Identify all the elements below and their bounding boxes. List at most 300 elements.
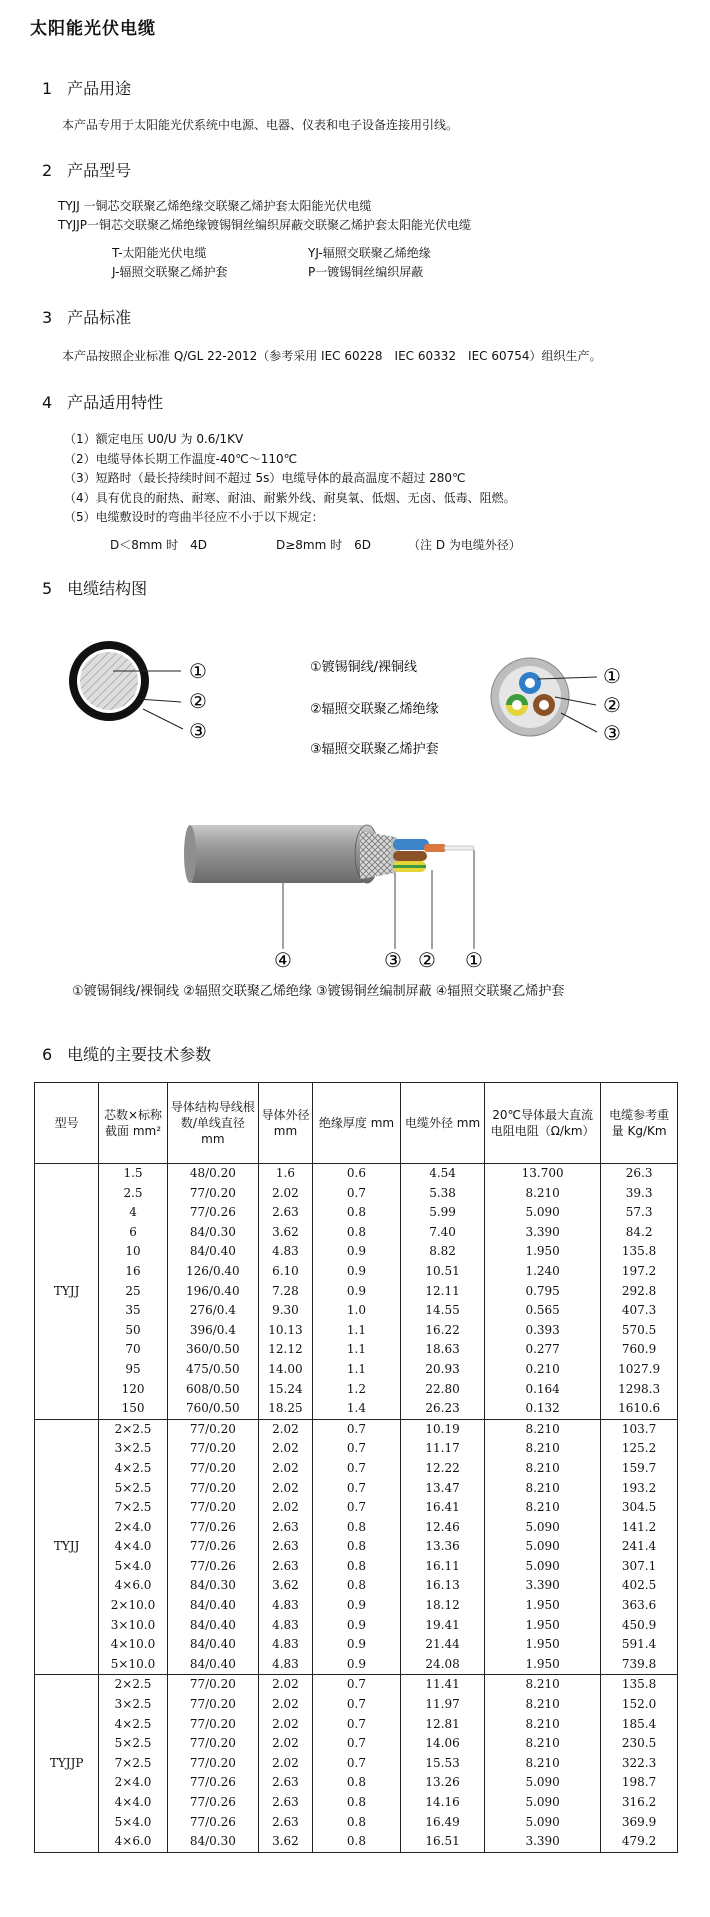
- table-row: [35, 1184, 678, 1204]
- feature-item: （3）短路时（最长持续时间不超过 5s）电缆导体的最高温度不超过 280℃: [64, 471, 466, 485]
- table-cell: 2.63: [258, 1203, 312, 1223]
- table-cell: 84/0.30: [167, 1576, 258, 1596]
- table-cell: 2×4.0: [99, 1518, 167, 1538]
- table-cell: 0.8: [312, 1557, 400, 1577]
- table-cell: 7×2.5: [99, 1498, 167, 1518]
- section-heading-3: 3 产品标准: [42, 308, 132, 327]
- table-cell: 0.8: [312, 1773, 400, 1793]
- table-cell: 77/0.20: [167, 1734, 258, 1754]
- table-cell: 2×2.5: [99, 1675, 167, 1695]
- table-cell: 4×4.0: [99, 1537, 167, 1557]
- table-row: [35, 1655, 678, 1675]
- section-heading-5: 5 电缆结构图: [42, 579, 148, 598]
- table-cell: 6: [99, 1223, 167, 1243]
- table-cell: 21.44: [401, 1635, 485, 1655]
- table-cell: 2.63: [258, 1518, 312, 1538]
- table-cell: 0.7: [312, 1419, 400, 1439]
- table-cell: 6.10: [258, 1262, 312, 1282]
- table-row: [35, 1360, 678, 1380]
- abbr-left-2: J-辐照交联聚乙烯护套: [112, 265, 228, 279]
- section-heading-6: 6 电缆的主要技术参数: [42, 1045, 212, 1064]
- table-row: [35, 1380, 678, 1400]
- table-cell: 5.090: [485, 1793, 601, 1813]
- table-cell: 0.8: [312, 1518, 400, 1538]
- callout-2-right: ②: [603, 693, 621, 717]
- callout-3-right: ③: [603, 721, 621, 745]
- table-cell: 363.6: [601, 1596, 678, 1616]
- callout-1-bottom: ①: [465, 948, 483, 972]
- table-row: [35, 1518, 678, 1538]
- table-cell: 159.7: [601, 1459, 678, 1479]
- legend-item-1: ①镀锡铜线/裸铜线: [310, 660, 418, 675]
- diagram-caption: ①镀锡铜线/裸铜线 ②辐照交联聚乙烯绝缘 ③镀锡铜丝编制屏蔽 ④辐照交联聚乙烯护套: [72, 984, 565, 999]
- table-cell: 77/0.26: [167, 1537, 258, 1557]
- table-cell: 276/0.4: [167, 1301, 258, 1321]
- table-cell: 11.97: [401, 1695, 485, 1715]
- standard-text: 本产品按照企业标准 Q/GL 22-2012（参考采用 IEC 60228 IEC 60332 IEC 60754）组织生产。: [62, 349, 602, 363]
- table-cell: 570.5: [601, 1321, 678, 1341]
- table-row: [35, 1439, 678, 1459]
- table-cell: 197.2: [601, 1262, 678, 1282]
- table-cell: 8.210: [485, 1734, 601, 1754]
- table-cell: 8.210: [485, 1695, 601, 1715]
- table-cell: 19.41: [401, 1616, 485, 1636]
- model-lines: [58, 197, 471, 235]
- table-cell: 1.240: [485, 1262, 601, 1282]
- table-cell: 15.53: [401, 1754, 485, 1774]
- table-cell: 77/0.20: [167, 1754, 258, 1774]
- table-cell: 0.164: [485, 1380, 601, 1400]
- table-cell: 0.8: [312, 1813, 400, 1833]
- table-cell: 39.3: [601, 1184, 678, 1204]
- table-cell: 1.1: [312, 1321, 400, 1341]
- table-row: [35, 1498, 678, 1518]
- table-cell: 135.8: [601, 1675, 678, 1695]
- table-cell: 9.30: [258, 1301, 312, 1321]
- table-cell: 8.210: [485, 1498, 601, 1518]
- table-cell: 322.3: [601, 1754, 678, 1774]
- table-row: [35, 1459, 678, 1479]
- table-cell: 2.02: [258, 1675, 312, 1695]
- table-cell: 77/0.26: [167, 1793, 258, 1813]
- table-cell: 77/0.20: [167, 1184, 258, 1204]
- table-cell: 126/0.40: [167, 1262, 258, 1282]
- table-cell: 77/0.26: [167, 1773, 258, 1793]
- table-cell: 0.7: [312, 1439, 400, 1459]
- table-cell: 26.23: [401, 1399, 485, 1419]
- callout-4-bottom: ④: [274, 948, 292, 972]
- table-cell: 4.83: [258, 1596, 312, 1616]
- table-cell: 760/0.50: [167, 1399, 258, 1419]
- table-row: [35, 1242, 678, 1262]
- table-cell: 3.390: [485, 1832, 601, 1852]
- table-cell: 0.565: [485, 1301, 601, 1321]
- table-cell: 3.390: [485, 1576, 601, 1596]
- table-cell: 5.090: [485, 1518, 601, 1538]
- table-cell: 10.19: [401, 1419, 485, 1439]
- table-cell: 0.7: [312, 1184, 400, 1204]
- model-line: TYJJ 一铜芯交联聚乙烯绝缘交联聚乙烯护套太阳能光伏电缆: [58, 199, 372, 213]
- table-cell: 0.7: [312, 1695, 400, 1715]
- table-cell: 8.210: [485, 1419, 601, 1439]
- table-cell: 135.8: [601, 1242, 678, 1262]
- feature-item: （1）额定电压 U0/U 为 0.6/1KV: [64, 432, 244, 446]
- table-cell: 2×10.0: [99, 1596, 167, 1616]
- table-cell: 1.1: [312, 1360, 400, 1380]
- table-row: [35, 1223, 678, 1243]
- table-cell: 4: [99, 1203, 167, 1223]
- table-cell: 10.13: [258, 1321, 312, 1341]
- table-cell: 48/0.20: [167, 1164, 258, 1184]
- table-row: [35, 1419, 678, 1439]
- table-row: [35, 1754, 678, 1774]
- table-cell: 18.25: [258, 1399, 312, 1419]
- table-cell: 591.4: [601, 1635, 678, 1655]
- table-cell: 12.22: [401, 1459, 485, 1479]
- table-cell: 8.210: [485, 1184, 601, 1204]
- abbr-right-1: YJ-辐照交联聚乙烯绝缘: [308, 246, 431, 260]
- table-cell: 0.7: [312, 1715, 400, 1735]
- table-cell: 77/0.26: [167, 1518, 258, 1538]
- table-cell: 450.9: [601, 1616, 678, 1636]
- table-cell: 12.11: [401, 1282, 485, 1302]
- table-cell: 4×4.0: [99, 1793, 167, 1813]
- table-cell: 3.390: [485, 1223, 601, 1243]
- bend-small: D＜8mm 时 4D: [110, 538, 207, 552]
- table-cell: 10: [99, 1242, 167, 1262]
- table-cell: 84/0.40: [167, 1242, 258, 1262]
- table-cell: 2.5: [99, 1184, 167, 1204]
- col-header-cores: 芯数×标称截面 mm²: [99, 1083, 167, 1164]
- table-cell: 8.210: [485, 1439, 601, 1459]
- table-cell: 185.4: [601, 1715, 678, 1735]
- table-cell: 316.2: [601, 1793, 678, 1813]
- table-cell: 1.950: [485, 1635, 601, 1655]
- table-cell: 77/0.20: [167, 1695, 258, 1715]
- table-cell: 1.6: [258, 1164, 312, 1184]
- table-cell: 77/0.26: [167, 1557, 258, 1577]
- table-cell: 150: [99, 1399, 167, 1419]
- table-cell: 24.08: [401, 1655, 485, 1675]
- table-cell: 2×2.5: [99, 1419, 167, 1439]
- abbr-right-2: P一镀锡铜丝编织屏蔽: [308, 265, 424, 279]
- table-cell: 2.02: [258, 1695, 312, 1715]
- table-cell: 304.5: [601, 1498, 678, 1518]
- table-cell: 2.02: [258, 1439, 312, 1459]
- feature-list: [64, 430, 516, 528]
- table-cell: 0.8: [312, 1223, 400, 1243]
- table-cell: 16.22: [401, 1321, 485, 1341]
- table-cell: 16: [99, 1262, 167, 1282]
- table-row: [35, 1813, 678, 1833]
- cable-structure-diagram: [0, 625, 710, 1005]
- table-cell: 18.12: [401, 1596, 485, 1616]
- table-cell: 14.16: [401, 1793, 485, 1813]
- table-row: [35, 1793, 678, 1813]
- table-cell: 5.38: [401, 1184, 485, 1204]
- table-cell: 407.3: [601, 1301, 678, 1321]
- table-cell: 0.7: [312, 1734, 400, 1754]
- bend-large: D≥8mm 时 6D: [276, 538, 371, 552]
- table-cell: 198.7: [601, 1773, 678, 1793]
- table-cell: 16.13: [401, 1576, 485, 1596]
- table-cell: 241.4: [601, 1537, 678, 1557]
- table-row: [35, 1262, 678, 1282]
- table-cell: 1.950: [485, 1616, 601, 1636]
- table-cell: 369.9: [601, 1813, 678, 1833]
- table-cell: 14.06: [401, 1734, 485, 1754]
- table-cell: 479.2: [601, 1832, 678, 1852]
- table-cell: 84/0.30: [167, 1223, 258, 1243]
- table-cell: 2.02: [258, 1715, 312, 1735]
- table-cell: 4×6.0: [99, 1576, 167, 1596]
- table-cell: 26.3: [601, 1164, 678, 1184]
- table-cell: 84/0.30: [167, 1832, 258, 1852]
- model-cell: TYJJP: [35, 1675, 99, 1852]
- table-cell: 2.02: [258, 1459, 312, 1479]
- callout-1-right: ①: [603, 664, 621, 688]
- callout-2-bottom: ②: [418, 948, 436, 972]
- table-cell: 77/0.26: [167, 1203, 258, 1223]
- table-cell: 5×10.0: [99, 1655, 167, 1675]
- table-cell: 11.17: [401, 1439, 485, 1459]
- table-cell: 1.1: [312, 1340, 400, 1360]
- table-cell: 739.8: [601, 1655, 678, 1675]
- table-cell: 402.5: [601, 1576, 678, 1596]
- table-cell: 5.090: [485, 1537, 601, 1557]
- table-cell: 16.11: [401, 1557, 485, 1577]
- table-cell: 3×10.0: [99, 1616, 167, 1636]
- table-cell: 77/0.20: [167, 1498, 258, 1518]
- multi-core-cross-section: [491, 658, 621, 745]
- table-cell: 20.93: [401, 1360, 485, 1380]
- col-header-insulation: 绝缘厚度 mm: [312, 1083, 400, 1164]
- table-cell: 13.26: [401, 1773, 485, 1793]
- table-cell: 2×4.0: [99, 1773, 167, 1793]
- table-cell: 5.090: [485, 1557, 601, 1577]
- table-cell: 0.277: [485, 1340, 601, 1360]
- table-cell: 1298.3: [601, 1380, 678, 1400]
- table-cell: 16.51: [401, 1832, 485, 1852]
- table-cell: 12.46: [401, 1518, 485, 1538]
- table-cell: 7.40: [401, 1223, 485, 1243]
- usage-text: 本产品专用于太阳能光伏系统中电源、电器、仪表和电子设备连接用引线。: [62, 118, 459, 132]
- table-cell: 230.5: [601, 1734, 678, 1754]
- table-cell: 77/0.20: [167, 1675, 258, 1695]
- table-cell: 1.5: [99, 1164, 167, 1184]
- table-cell: 25: [99, 1282, 167, 1302]
- table-cell: 8.210: [485, 1479, 601, 1499]
- table-cell: 3.62: [258, 1223, 312, 1243]
- table-row: [35, 1203, 678, 1223]
- table-cell: 360/0.50: [167, 1340, 258, 1360]
- table-cell: 3.62: [258, 1832, 312, 1852]
- table-cell: 120: [99, 1380, 167, 1400]
- table-cell: 2.63: [258, 1557, 312, 1577]
- table-cell: 4×2.5: [99, 1715, 167, 1735]
- table-cell: 3×2.5: [99, 1695, 167, 1715]
- table-cell: 1027.9: [601, 1360, 678, 1380]
- table-cell: 5.090: [485, 1773, 601, 1793]
- table-cell: 5×4.0: [99, 1813, 167, 1833]
- table-cell: 2.02: [258, 1754, 312, 1774]
- table-cell: 22.80: [401, 1380, 485, 1400]
- table-row: [35, 1282, 678, 1302]
- table-cell: 70: [99, 1340, 167, 1360]
- table-row: [35, 1734, 678, 1754]
- table-cell: 5.090: [485, 1813, 601, 1833]
- table-cell: 0.8: [312, 1203, 400, 1223]
- table-cell: 2.63: [258, 1773, 312, 1793]
- single-core-cross-section: [69, 641, 207, 743]
- table-row: [35, 1635, 678, 1655]
- table-cell: 1.950: [485, 1596, 601, 1616]
- table-cell: 0.8: [312, 1832, 400, 1852]
- col-header-conductor-od: 导体外径 mm: [258, 1083, 312, 1164]
- table-cell: 5×2.5: [99, 1734, 167, 1754]
- table-row: [35, 1164, 678, 1184]
- table-row: [35, 1301, 678, 1321]
- table-cell: 1.0: [312, 1301, 400, 1321]
- callout-2-left: ②: [189, 689, 207, 713]
- table-row: [35, 1399, 678, 1419]
- table-cell: 0.7: [312, 1498, 400, 1518]
- table-row: [35, 1832, 678, 1852]
- section-heading-2: 2 产品型号: [42, 161, 132, 180]
- table-cell: 125.2: [601, 1439, 678, 1459]
- table-cell: 2.63: [258, 1793, 312, 1813]
- table-cell: 141.2: [601, 1518, 678, 1538]
- table-cell: 0.7: [312, 1754, 400, 1774]
- table-cell: 2.02: [258, 1184, 312, 1204]
- table-cell: 1.950: [485, 1655, 601, 1675]
- table-cell: 0.210: [485, 1360, 601, 1380]
- table-cell: 4×2.5: [99, 1459, 167, 1479]
- table-cell: 84/0.40: [167, 1596, 258, 1616]
- table-cell: 0.9: [312, 1596, 400, 1616]
- table-cell: 307.1: [601, 1557, 678, 1577]
- table-cell: 292.8: [601, 1282, 678, 1302]
- table-cell: 608/0.50: [167, 1380, 258, 1400]
- table-cell: 13.700: [485, 1164, 601, 1184]
- tech-params-table: [34, 1082, 678, 1853]
- abbr-left-1: T-太阳能光伏电缆: [112, 246, 207, 260]
- table-cell: 4.54: [401, 1164, 485, 1184]
- legend-item-2: ②辐照交联聚乙烯绝缘: [310, 702, 439, 717]
- callout-3-bottom: ③: [384, 948, 402, 972]
- table-cell: 0.8: [312, 1793, 400, 1813]
- table-cell: 5×4.0: [99, 1557, 167, 1577]
- table-cell: 3.62: [258, 1576, 312, 1596]
- table-cell: 0.8: [312, 1537, 400, 1557]
- table-cell: 84.2: [601, 1223, 678, 1243]
- table-cell: 18.63: [401, 1340, 485, 1360]
- table-cell: 13.36: [401, 1537, 485, 1557]
- table-cell: 14.00: [258, 1360, 312, 1380]
- bend-note: （注 D 为电缆外径）: [408, 538, 521, 552]
- table-cell: 4.83: [258, 1242, 312, 1262]
- table-cell: 193.2: [601, 1479, 678, 1499]
- table-cell: 0.7: [312, 1675, 400, 1695]
- table-cell: 0.7: [312, 1459, 400, 1479]
- table-cell: 77/0.20: [167, 1715, 258, 1735]
- model-cell: TYJJ: [35, 1419, 99, 1675]
- table-cell: 0.9: [312, 1635, 400, 1655]
- table-row: [35, 1340, 678, 1360]
- table-cell: 10.51: [401, 1262, 485, 1282]
- table-cell: 84/0.40: [167, 1635, 258, 1655]
- table-cell: 7×2.5: [99, 1754, 167, 1774]
- table-cell: 1610.6: [601, 1399, 678, 1419]
- feature-item: （5）电缆敷设时的弯曲半径应不小于以下规定：: [64, 510, 324, 524]
- table-cell: 11.41: [401, 1675, 485, 1695]
- table-row: [35, 1596, 678, 1616]
- table-cell: 15.24: [258, 1380, 312, 1400]
- cable-side-view: [184, 825, 483, 972]
- table-cell: 2.02: [258, 1479, 312, 1499]
- table-cell: 57.3: [601, 1203, 678, 1223]
- table-cell: 3×2.5: [99, 1439, 167, 1459]
- table-cell: 4×6.0: [99, 1832, 167, 1852]
- feature-item: （2）电缆导体长期工作温度-40℃～110℃: [64, 451, 298, 466]
- table-cell: 77/0.26: [167, 1813, 258, 1833]
- table-cell: 77/0.20: [167, 1459, 258, 1479]
- table-row: [35, 1715, 678, 1735]
- table-cell: 0.9: [312, 1262, 400, 1282]
- table-row: [35, 1576, 678, 1596]
- table-cell: 84/0.40: [167, 1616, 258, 1636]
- table-cell: 0.6: [312, 1164, 400, 1184]
- legend-item-3: ③辐照交联聚乙烯护套: [310, 742, 439, 757]
- table-row: [35, 1773, 678, 1793]
- table-cell: 2.02: [258, 1498, 312, 1518]
- table-cell: 0.132: [485, 1399, 601, 1419]
- table-cell: 8.210: [485, 1459, 601, 1479]
- table-cell: 8.210: [485, 1675, 601, 1695]
- table-cell: 0.9: [312, 1242, 400, 1262]
- table-body: [35, 1164, 678, 1853]
- table-cell: 1.2: [312, 1380, 400, 1400]
- table-cell: 103.7: [601, 1419, 678, 1439]
- table-cell: 2.63: [258, 1537, 312, 1557]
- table-cell: 12.81: [401, 1715, 485, 1735]
- section-heading-4: 4 产品适用特性: [42, 393, 164, 412]
- table-cell: 760.9: [601, 1340, 678, 1360]
- table-cell: 4.83: [258, 1616, 312, 1636]
- page-title: 太阳能光伏电缆: [30, 19, 156, 39]
- col-header-resistance: 20℃导体最大直流电阻电阻（Ω/km）: [485, 1083, 601, 1164]
- table-cell: 95: [99, 1360, 167, 1380]
- table-cell: 5.090: [485, 1203, 601, 1223]
- table-cell: 13.47: [401, 1479, 485, 1499]
- table-cell: 50: [99, 1321, 167, 1341]
- table-row: [35, 1557, 678, 1577]
- table-cell: 0.8: [312, 1576, 400, 1596]
- col-header-weight: 电缆参考重量 Kg/Km: [601, 1083, 678, 1164]
- table-cell: 12.12: [258, 1340, 312, 1360]
- table-cell: 396/0.4: [167, 1321, 258, 1341]
- table-cell: 84/0.40: [167, 1655, 258, 1675]
- table-cell: 0.795: [485, 1282, 601, 1302]
- table-cell: 5.99: [401, 1203, 485, 1223]
- table-cell: 77/0.20: [167, 1419, 258, 1439]
- table-header-row: [35, 1083, 678, 1164]
- table-cell: 0.9: [312, 1282, 400, 1302]
- table-cell: 77/0.20: [167, 1439, 258, 1459]
- callout-3-left: ③: [189, 719, 207, 743]
- table-cell: 4.83: [258, 1655, 312, 1675]
- table-cell: 16.49: [401, 1813, 485, 1833]
